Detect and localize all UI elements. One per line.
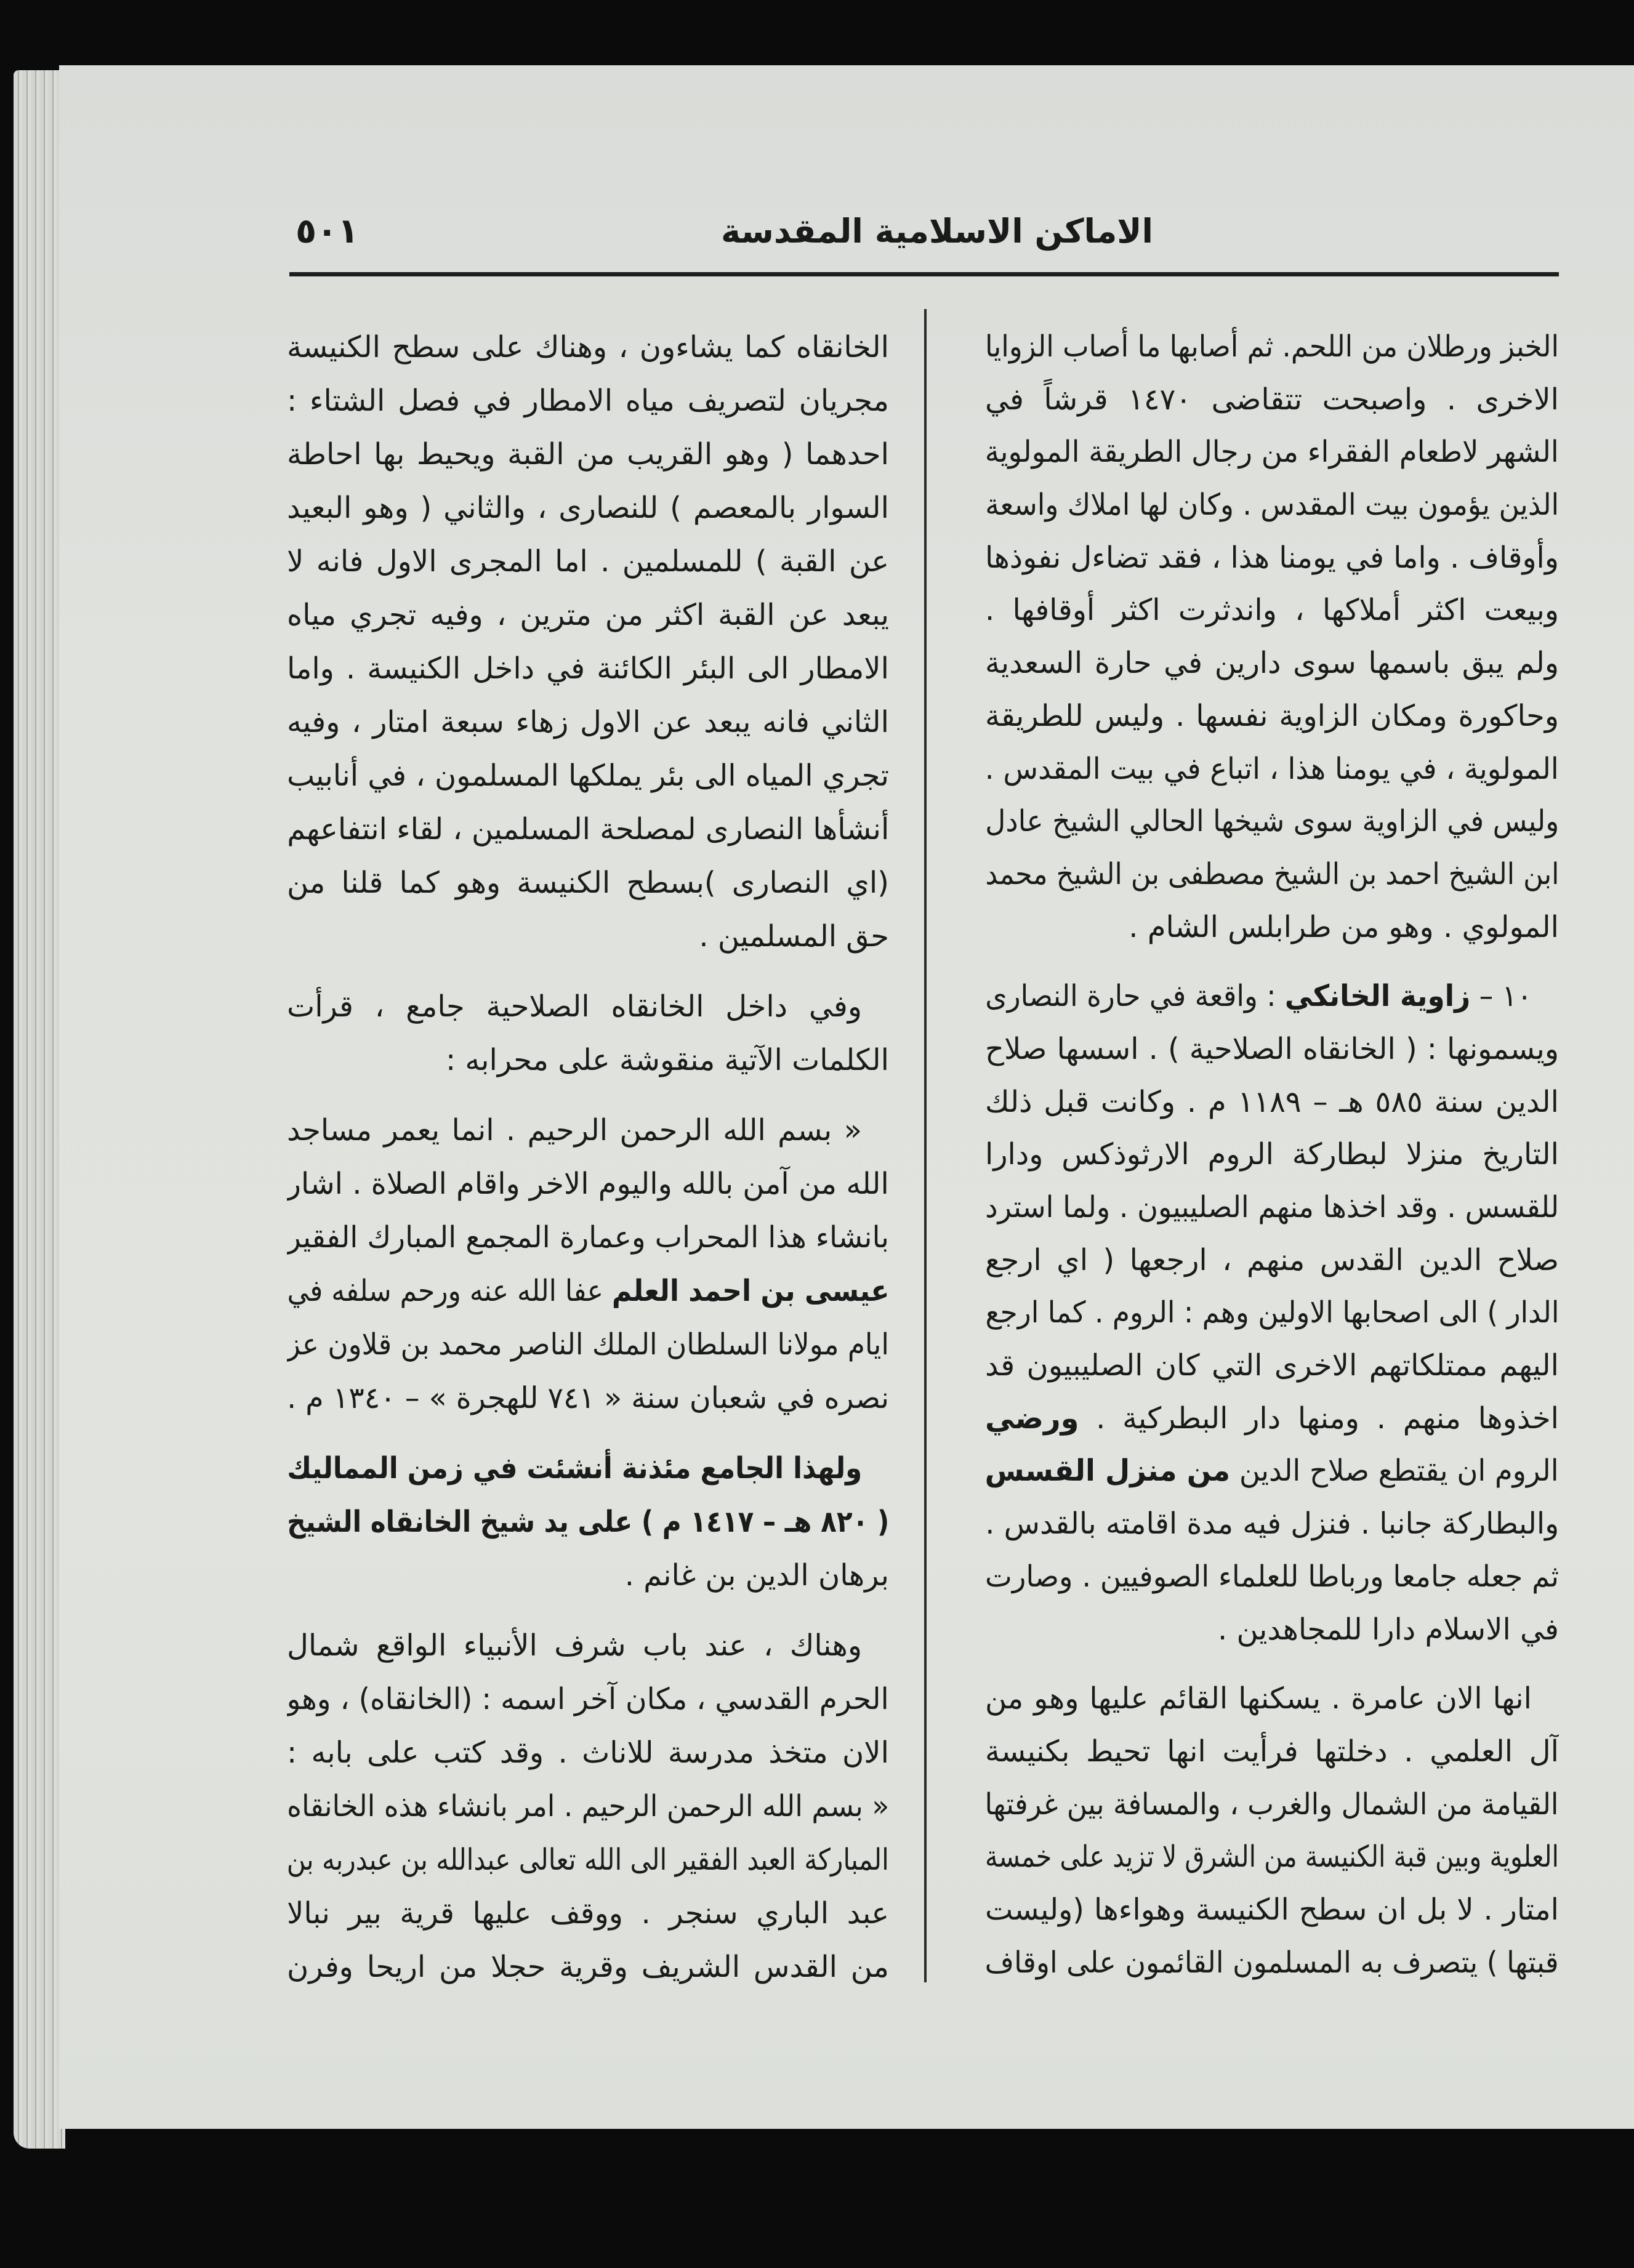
text-line [287,1034,889,1087]
text-segment: الدين سنة ٥٨٥ هـ – ١١٨٩ م . وكانت قبل ذلك [985,1084,1559,1119]
text-line-content [287,1780,889,1833]
text-line-content [287,1833,889,1887]
text-line-content [985,1287,1559,1340]
text-line-content [985,374,1559,427]
text-line-content [287,749,889,803]
text-line-content [287,321,889,374]
page-stack-edges [14,70,65,2149]
text-line-content [287,1104,862,1157]
text-line-content [985,1340,1559,1393]
text-line-content [985,970,1532,1023]
text-segment: أنشأها النصارى لمصلحة المسلمين ، لقاء انتفاعهم [287,812,889,846]
text-segment: : واقعة في حارة النصارى [985,979,1285,1014]
text-segment: اليهم ممتلكاتهم الاخرى التي كان الصليبيون قد [985,1348,1559,1383]
text-segment: المولوية ، في يومنا هذا ، اتباع في بيت المقدس . [985,751,1559,786]
paragraph [985,970,1559,1656]
text-line [985,1393,1559,1446]
text-line [287,1495,889,1549]
paragraph [985,1673,1559,1989]
text-line [287,1157,889,1211]
page-number: ٥٠١ [296,211,359,251]
text-segment: الخانقاه كما يشاءون ، وهناك على سطح الكنيسة [287,330,889,364]
text-line [287,374,889,428]
text-line-content [985,1831,1559,1884]
text-line [985,1287,1559,1340]
text-segment: عبد الباري سنجر . ووقف عليها قرية بير نبالا [287,1896,889,1931]
text-segment: الروم ان يقتطع صلاح الدين [1230,1454,1559,1489]
text-segment: الخبز ورطلان من اللحم. ثم أصابها ما أصاب الزوايا [985,329,1559,364]
text-line [985,1498,1559,1551]
text-segment: ولم يبق باسمها سوى دارين في حارة السعدية [985,646,1559,681]
text-line-content [287,1619,862,1673]
text-line [985,1779,1559,1832]
text-segment: ثم جعله جامعا ورباطا للعلماء الصوفيين . وصارت [985,1559,1559,1594]
text-line-content [985,532,1559,585]
text-line [287,856,889,910]
text-segment: وليس في الزاوية سوى شيخها الحالي الشيخ عادل [985,804,1559,839]
text-line [985,1604,1559,1657]
text-line [287,1265,889,1318]
text-line [287,1833,889,1887]
text-line-content [287,1318,889,1372]
text-line [985,584,1559,637]
text-segment: من القدس الشريف وقرية حجلا من اريحا وفرن [287,1950,889,1984]
text-segment: القيامة من الشمال والغرب ، والمسافة بين غرفتها [985,1787,1559,1822]
text-line-content [985,1551,1559,1604]
text-column-left [287,321,889,1994]
paragraph [985,321,1559,954]
text-line [985,901,1559,954]
text-line-content [1129,901,1559,954]
text-column-right [985,321,1559,1989]
text-line-content [1218,1604,1559,1657]
text-line-content [287,1940,889,1994]
text-segment: تجري المياه الى بئر يملكها المسلمون ، في أنابيب [287,758,889,793]
text-segment: عفا الله عنه ورحم سلفه في [287,1274,612,1308]
text-line-content [287,481,889,535]
paragraph [287,1619,889,1994]
text-line-content [985,1181,1559,1234]
text-segment: قبتها ) يتصرف به المسلمون القائمون على اوقاف [985,1945,1559,1980]
text-line-content [985,1445,1559,1498]
text-line-content [287,803,889,856]
text-line-content [985,637,1559,690]
text-line [985,1884,1559,1937]
text-line-content [287,1265,889,1318]
text-line-content [287,1442,862,1495]
text-line [985,1181,1559,1234]
text-line [985,1128,1559,1181]
text-segment: حق المسلمين . [699,919,889,954]
text-segment: وهناك ، عند باب شرف الأنبياء الواقع شمال [287,1628,862,1663]
bold-text-segment: عيسى بن احمد العلم [611,1274,889,1308]
paragraph [287,1442,889,1602]
text-line [985,1234,1559,1287]
text-segment: الان متخذ مدرسة للاناث . وقد كتب على بابه : [287,1735,889,1770]
text-line-content [287,1726,889,1780]
text-segment: ويسمونها : ( الخانقاه الصلاحية ) . اسسها صلاح [985,1031,1559,1066]
text-line-content [985,479,1559,532]
text-line [287,535,889,589]
text-line [985,970,1559,1023]
text-segment: والبطاركة جانبا . فنزل فيه مدة اقامته بالقدس . [985,1506,1559,1542]
text-segment: انها الان عامرة . يسكنها القائم عليها وهو من [985,1681,1532,1716]
text-line [287,1726,889,1780]
text-line [985,374,1559,427]
text-segment: صلاح الدين القدس منهم ، ارجعها ( اي ارجع [985,1242,1559,1277]
text-segment: الاخرى . واصبحت تتقاضى ١٤٧٠ قرشاً في [985,382,1559,417]
text-line [985,1726,1559,1779]
text-segment: وفي داخل الخانقاه الصلاحية جامع ، قرأت [287,989,862,1024]
text-line-content [985,1393,1559,1446]
text-line [985,1023,1559,1076]
text-line [985,1937,1559,1990]
text-line [287,1372,889,1425]
bold-text-segment: من منزل القسس [985,1454,1231,1489]
text-line [287,980,889,1034]
text-line-content [287,1673,889,1726]
text-segment: المباركة العبد الفقير الى الله تعالى عبدالله بن عبدربه بن [287,1843,889,1877]
text-line [287,749,889,803]
bold-text-segment: ( ٨٢٠ هـ – ١٤١٧ م ) على يد شيخ الخانقاه الشيخ [287,1505,889,1539]
text-line [287,803,889,856]
text-segment: في الاسلام دارا للمجاهدين . [1217,1612,1559,1647]
text-segment: الكلمات الآتية منقوشة على محرابه : [445,1043,889,1077]
text-line-content [699,910,889,963]
text-line-content [985,690,1559,743]
text-segment: التاريخ منزلا لبطاركة الروم الارثوذكس ودارا [985,1137,1559,1172]
text-line [287,1211,889,1265]
text-segment: ١٠ – [1470,979,1532,1014]
text-line-content [287,980,862,1034]
bold-text-segment: زاوية الخانكي [1284,979,1470,1014]
text-line-content [985,584,1559,637]
text-line [985,690,1559,743]
text-line [287,642,889,696]
text-line [287,1318,889,1372]
text-line-content [985,1498,1559,1551]
text-line [287,1887,889,1940]
text-segment: الثاني فانه يبعد عن الاول زهاء سبعة امتار ، وفيه [287,705,889,739]
text-line [287,1104,889,1157]
text-segment: احدهما ( وهو القريب من القبة ويحيط بها احاطة [287,437,889,472]
text-line-content [985,1128,1559,1181]
text-segment: وأوقاف . واما في يومنا هذا ، فقد تضاءل نفوذها [985,540,1559,575]
text-line [985,1831,1559,1884]
text-segment: الله من آمن بالله واليوم الاخر واقام الصلاة . اشار [287,1167,889,1201]
text-segment: ايام مولانا السلطان الملك الناصر محمد بن قلاون عز [287,1327,889,1362]
text-segment: المولوي . وهو من طرابلس الشام . [1129,909,1559,944]
text-line-content [985,1234,1559,1287]
text-line-content [985,1023,1559,1076]
text-line [287,696,889,749]
text-line-content [287,589,889,642]
paragraph [287,1104,889,1425]
text-line [985,532,1559,585]
text-line [287,589,889,642]
text-line [287,428,889,481]
text-segment: بانشاء هذا المحراب وعمارة المجمع المبارك الفقير [287,1220,889,1255]
text-segment: وحاكورة ومكان الزاوية نفسها . وليس للطريقة [985,698,1559,733]
text-line-content [287,1372,889,1425]
text-line-content [287,642,889,696]
text-line-content [287,374,889,428]
text-line [985,1445,1559,1498]
text-line [287,1619,889,1673]
text-segment: يبعد عن القبة اكثر من مترين ، وفيه تجري مياه [287,598,889,632]
paragraph [287,980,889,1087]
text-line [287,1549,889,1602]
text-line-content [287,696,889,749]
text-line [985,1340,1559,1393]
text-segment: برهان الدين بن غانم . [624,1558,889,1593]
text-line-content [287,535,889,589]
text-line-content [287,1887,889,1940]
text-line [985,848,1559,901]
text-line-content [287,1495,889,1549]
text-segment: العلوية وبين قبة الكنيسة من الشرق لا تزيد على خمسة [985,1840,1559,1875]
header-rule [289,272,1559,276]
text-line-content [985,321,1559,374]
text-segment: نصره في شعبان سنة « ٧٤١ للهجرة » – ١٣٤٠ م . [287,1381,889,1415]
running-header-title: الاماكن الاسلامية المقدسة [721,212,1153,251]
text-segment: ابن الشيخ احمد بن الشيخ مصطفى بن الشيخ محمد [985,856,1559,891]
text-line [985,795,1559,848]
bold-text-segment: ولهذا الجامع مئذنة أنشئت في زمن المماليك [287,1451,862,1486]
text-line [985,637,1559,690]
text-line-content [625,1549,889,1602]
text-line [985,321,1559,374]
text-segment: « بسم الله الرحمن الرحيم . امر بانشاء هذه الخانقاه [287,1789,889,1824]
text-segment: الدار ) الى اصحابها الاولين وهم : الروم . كما ارجع [985,1295,1559,1330]
text-line [287,1940,889,1994]
text-segment: الامطار الى البئر الكائنة في داخل الكنيسة . واما [287,651,889,686]
text-line-content [985,426,1559,479]
text-segment: السوار بالمعصم ) للنصارى ، والثاني ( وهو البعيد [287,491,889,525]
text-line-content [985,1779,1559,1832]
bold-text-segment: ورضي [985,1401,1079,1436]
text-segment: الحرم القدسي ، مكان آخر اسمه : (الخانقاه) ، وهو [287,1682,889,1716]
text-segment: الشهر لاطعام الفقراء من رجال الطريقة المولوية [985,435,1559,470]
text-line [287,1442,889,1495]
paragraph [287,321,889,963]
text-segment: مجريان لتصريف مياه الامطار في فصل الشتاء : [287,384,889,418]
text-line [985,426,1559,479]
text-line-content [985,1884,1559,1937]
text-line [287,481,889,535]
text-line [985,479,1559,532]
text-line [985,1551,1559,1604]
text-segment: اخذوها منهم . ومنها دار البطركية . [1079,1401,1559,1436]
text-line [287,321,889,374]
text-segment: وبيعت اكثر أملاكها ، واندثرت اكثر أوقافها . [985,593,1559,628]
text-segment: آل العلمي . دخلتها فرأيت انها تحيط بكنيسة [985,1734,1559,1769]
text-line [287,1780,889,1833]
text-line-content [446,1034,889,1087]
text-segment: (اي النصارى )بسطح الكنيسة وهو كما قلنا من [287,866,889,900]
text-line [985,1076,1559,1129]
text-line-content [287,1157,889,1211]
text-segment: عن القبة ) للمسلمين . اما المجرى الاول فانه لا [287,544,889,579]
text-line-content [287,856,889,910]
text-line-content [985,743,1559,796]
text-line-content [287,428,889,481]
text-line [287,910,889,963]
text-line [985,1673,1559,1726]
text-line-content [287,1211,889,1265]
text-line-content [985,848,1559,901]
text-segment: « بسم الله الرحمن الرحيم . انما يعمر مساجد [287,1113,862,1148]
text-line-content [985,795,1559,848]
text-segment: امتار . لا بل ان سطح الكنيسة وهواءها (وليست [985,1892,1559,1927]
text-line-content [985,1076,1559,1129]
text-segment: للقسس . وقد اخذها منهم الصليبيون . ولما استرد [985,1190,1559,1224]
text-line [287,1673,889,1726]
text-line-content [985,1673,1532,1726]
text-segment: الذين يؤمون بيت المقدس . وكان لها املاك واسعة [985,488,1559,523]
text-line [985,743,1559,796]
text-line-content [985,1937,1559,1990]
column-divider [924,309,927,1982]
text-line-content [985,1726,1559,1779]
